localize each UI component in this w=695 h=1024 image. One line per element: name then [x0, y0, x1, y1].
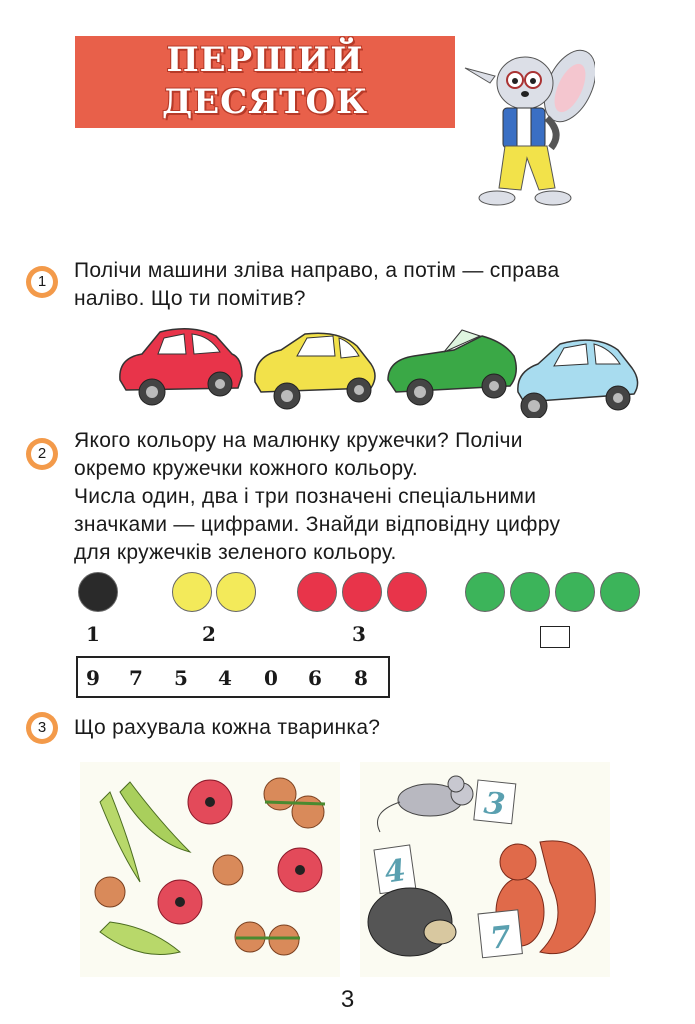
task-line: для кружечків зеленого кольору.	[74, 541, 397, 564]
digit-strip	[76, 656, 390, 698]
red-circle	[387, 572, 427, 612]
digit: 9	[86, 666, 100, 690]
answer-box-green[interactable]	[540, 626, 570, 648]
green-circle	[465, 572, 505, 612]
task-3-text	[74, 714, 654, 742]
chapter-title-line1: ПЕРШИЙ	[166, 40, 364, 80]
task-line: Полічи машини зліва направо, а потім — справа	[74, 259, 560, 282]
number-card	[474, 780, 516, 824]
animals-illustration	[360, 762, 610, 977]
chapter-title-line2: ДЕСЯТОК	[161, 82, 369, 122]
digit: 0	[264, 666, 278, 690]
task-1-text	[74, 257, 654, 313]
chapter-title-banner	[75, 36, 455, 128]
task-number: 1	[37, 273, 47, 290]
car-green-illustration	[388, 330, 516, 405]
poppy-flower-illustration	[278, 848, 322, 892]
rabbit-mascot-illustration	[455, 28, 595, 213]
page-number: 3	[340, 986, 355, 1013]
task-number: 2	[37, 445, 47, 462]
cars-illustration	[112, 318, 642, 418]
poppy-flower-illustration	[158, 880, 202, 924]
red-circle	[342, 572, 382, 612]
yellow-circle	[172, 572, 212, 612]
plants-illustration	[80, 762, 340, 977]
hazelnut-illustration	[95, 877, 125, 907]
green-circle	[555, 572, 595, 612]
task-line: Числа один, два і три позначені спеціальними	[74, 485, 537, 508]
green-circle	[600, 572, 640, 612]
card-number: 3	[482, 785, 507, 823]
digit: 7	[129, 666, 143, 690]
digit-label-yellow: 2	[202, 622, 216, 646]
task-number: 3	[37, 719, 47, 736]
digit: 6	[308, 666, 322, 690]
green-circle	[510, 572, 550, 612]
car-red-illustration	[120, 329, 242, 405]
digit: 8	[354, 666, 368, 690]
task-line: Що рахувала кожна тваринка?	[74, 716, 381, 739]
poppy-flower-illustration	[188, 780, 232, 824]
task-line: значками — цифрами. Знайди відповідну цифру	[74, 513, 561, 536]
task-2-text	[74, 427, 654, 567]
task-line: наліво. Що ти помітив?	[74, 287, 306, 310]
digit: 4	[218, 666, 232, 690]
car-yellow-illustration	[255, 333, 375, 409]
number-card	[374, 845, 416, 894]
card-number: 4	[382, 852, 409, 891]
yellow-circle	[216, 572, 256, 612]
task-line: Якого кольору на малюнку кружечки? Полічи	[74, 429, 523, 452]
black-circle	[78, 572, 118, 612]
digit-label-black: 1	[86, 622, 100, 646]
digit-label-red: 3	[352, 622, 366, 646]
red-circle	[297, 572, 337, 612]
hazelnut-illustration	[213, 855, 243, 885]
card-number: 7	[488, 919, 513, 957]
car-blue-illustration	[518, 340, 638, 418]
digit: 5	[174, 666, 188, 690]
task-line: окремо кружечки кожного кольору.	[74, 457, 418, 480]
number-card	[478, 910, 522, 958]
